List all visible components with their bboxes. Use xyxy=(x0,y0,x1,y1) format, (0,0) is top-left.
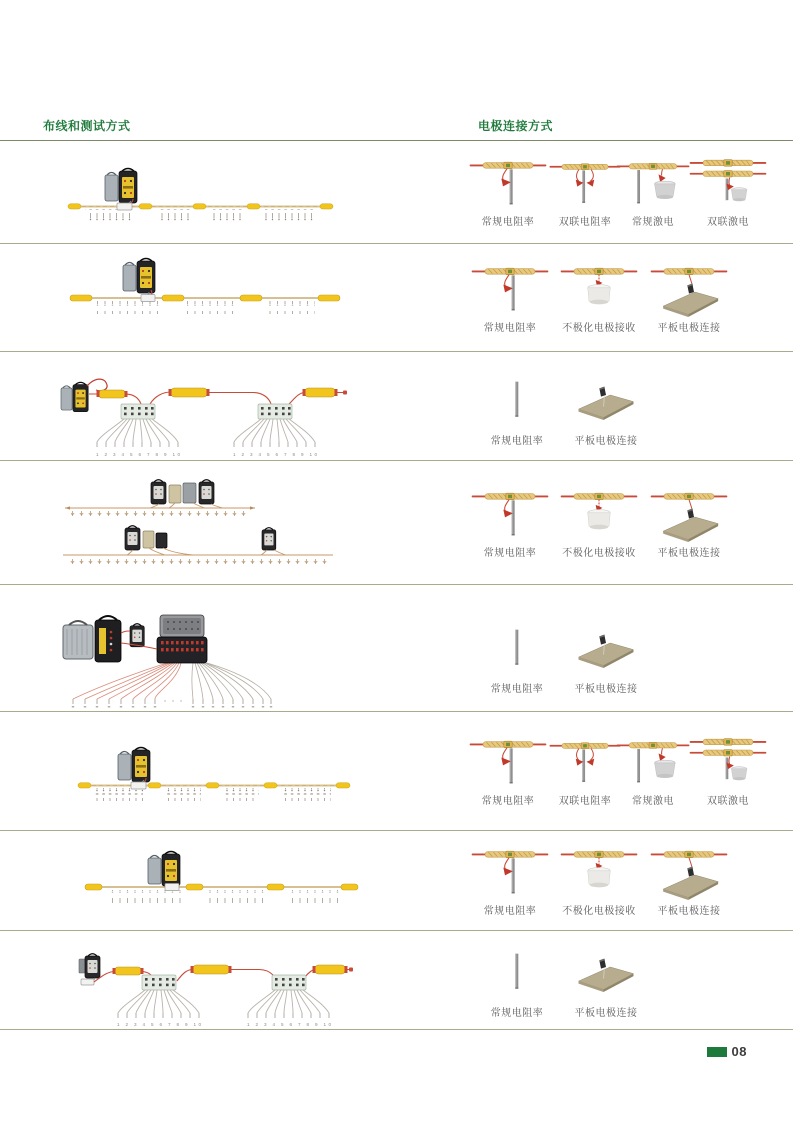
electrode-label: 平板电极连接 xyxy=(657,322,721,334)
electrode-label: 常规电阻率 xyxy=(481,796,535,807)
cable-rod-electrode-icon xyxy=(470,262,550,317)
electrode-label: 不极化电极接收 xyxy=(562,905,636,917)
electrode-option xyxy=(472,623,562,695)
electrode-label: 平板电极连接 xyxy=(574,684,638,695)
electrode-options-row-8 xyxy=(460,931,793,1029)
electrode-label: 常规电阻率 xyxy=(483,322,537,334)
electrode-option xyxy=(554,845,644,917)
electrode-label: 常规激电 xyxy=(632,796,674,807)
wiring-diagram-dense-electrode-cable xyxy=(43,833,443,929)
plate-electrode-icon xyxy=(564,375,648,430)
electrode-label: 平板电极连接 xyxy=(574,436,638,447)
electrode-label: 平板电极连接 xyxy=(574,1008,638,1019)
rod-electrode-icon xyxy=(477,947,557,1002)
method-row-6 xyxy=(0,712,793,831)
wiring-diagram-dual-spread xyxy=(43,463,463,583)
method-row-7 xyxy=(0,831,793,931)
electrode-option xyxy=(468,735,548,807)
electrode-label: 双联电阻率 xyxy=(558,217,612,228)
cable-dual-clip-rod-electrode-icon xyxy=(548,735,622,790)
dual-cable-rod-pot-electrode-icon xyxy=(682,735,774,790)
electrode-option xyxy=(472,947,562,1019)
electrode-options-row-4 xyxy=(460,461,793,584)
method-row-8 xyxy=(0,931,793,1030)
wiring-diagram-distribution-case xyxy=(43,587,463,709)
fan-wire-numbers: 1 2 3 4 5 6 7 8 9 10 xyxy=(117,1022,202,1027)
fan-wire-numbers: 1 2 3 4 5 6 7 8 9 10 xyxy=(247,1022,331,1027)
cable-rod-electrode-icon xyxy=(470,845,550,900)
cable-pot-electrode-icon xyxy=(558,845,640,900)
electrode-options-row-1 xyxy=(460,141,793,243)
page-header xyxy=(0,0,793,141)
left-column-title: 布线和测试方式 xyxy=(43,119,131,133)
page-number: 08 xyxy=(731,1044,747,1059)
electrode-options-row-5 xyxy=(460,585,793,711)
method-row-5 xyxy=(0,585,793,712)
method-row-1 xyxy=(0,141,793,244)
dual-cable-rod-pot-electrode-icon xyxy=(682,156,774,211)
electrode-label: 不极化电极接收 xyxy=(562,322,636,334)
electrode-option xyxy=(548,735,622,807)
electrode-label: 常规电阻率 xyxy=(483,905,537,917)
electrode-label: 平板电极连接 xyxy=(657,905,721,917)
method-row-3 xyxy=(0,352,793,461)
electrode-option xyxy=(468,156,548,228)
method-row-4 xyxy=(0,461,793,585)
cable-pot-electrode-icon xyxy=(558,262,640,317)
electrode-options-row-3 xyxy=(460,352,793,460)
electrode-option xyxy=(562,947,650,1019)
electrode-option xyxy=(554,487,644,559)
electrode-label: 常规激电 xyxy=(632,217,674,228)
electrode-option xyxy=(644,845,734,917)
electrode-option xyxy=(644,487,734,559)
electrode-option xyxy=(562,623,650,695)
electrode-label: 不极化电极接收 xyxy=(562,547,636,559)
electrode-option xyxy=(644,262,734,334)
method-row-2 xyxy=(0,244,793,352)
electrode-option xyxy=(680,156,776,228)
plate-electrode-icon xyxy=(564,947,648,1002)
page-footer xyxy=(707,1044,747,1059)
electrode-label: 常规电阻率 xyxy=(483,547,537,559)
electrode-option xyxy=(466,262,554,334)
electrode-label: 常规电阻率 xyxy=(490,1008,544,1019)
wiring-diagram-junction-box-fanout xyxy=(43,933,463,1030)
electrode-label: 平板电极连接 xyxy=(657,547,721,559)
rod-electrode-icon xyxy=(477,375,557,430)
electrode-option xyxy=(466,845,554,917)
cable-pot-electrode-icon xyxy=(558,487,640,542)
electrode-options-row-7 xyxy=(460,831,793,930)
electrode-option xyxy=(548,156,622,228)
cable-rod-electrode-icon xyxy=(468,735,548,790)
electrode-label: 常规电阻率 xyxy=(490,684,544,695)
electrode-option xyxy=(680,735,776,807)
cable-plate-electrode-icon xyxy=(646,845,732,900)
electrode-option xyxy=(554,262,644,334)
electrode-label: 双联电阻率 xyxy=(558,796,612,807)
electrode-option xyxy=(472,375,562,447)
cable-dual-clip-rod-electrode-icon xyxy=(548,156,622,211)
cable-rod-electrode-icon xyxy=(468,156,548,211)
electrode-option xyxy=(622,735,684,807)
wiring-diagram-junction-box-fanout xyxy=(43,354,463,460)
electrode-label: 双联激电 xyxy=(707,217,749,228)
electrode-options-row-6 xyxy=(460,712,793,830)
wiring-diagram-distributed-cable xyxy=(43,143,443,239)
cable-plate-electrode-icon xyxy=(646,262,732,317)
rod-electrode-icon xyxy=(477,623,557,678)
electrode-label: 双联激电 xyxy=(707,796,749,807)
electrode-option xyxy=(622,156,684,228)
fan-wire-numbers: 1 2 3 4 5 6 7 8 9 10 xyxy=(233,452,317,457)
cable-plate-electrode-icon xyxy=(646,487,732,542)
electrode-label: 常规电阻率 xyxy=(490,436,544,447)
wiring-diagram-distributed-cable xyxy=(43,714,443,826)
page-marker-square xyxy=(707,1047,727,1057)
plate-electrode-icon xyxy=(564,623,648,678)
cable-rod-electrode-icon xyxy=(470,487,550,542)
electrode-option xyxy=(562,375,650,447)
fan-wire-numbers: 1 2 3 4 5 6 7 8 9 10 xyxy=(96,452,181,457)
right-column-title: 电极连接方式 xyxy=(478,119,554,133)
electrode-label: 常规电阻率 xyxy=(481,217,535,228)
electrode-options-row-2 xyxy=(460,244,793,351)
wiring-diagram-dense-electrode-cable xyxy=(43,246,443,350)
electrode-option xyxy=(466,487,554,559)
